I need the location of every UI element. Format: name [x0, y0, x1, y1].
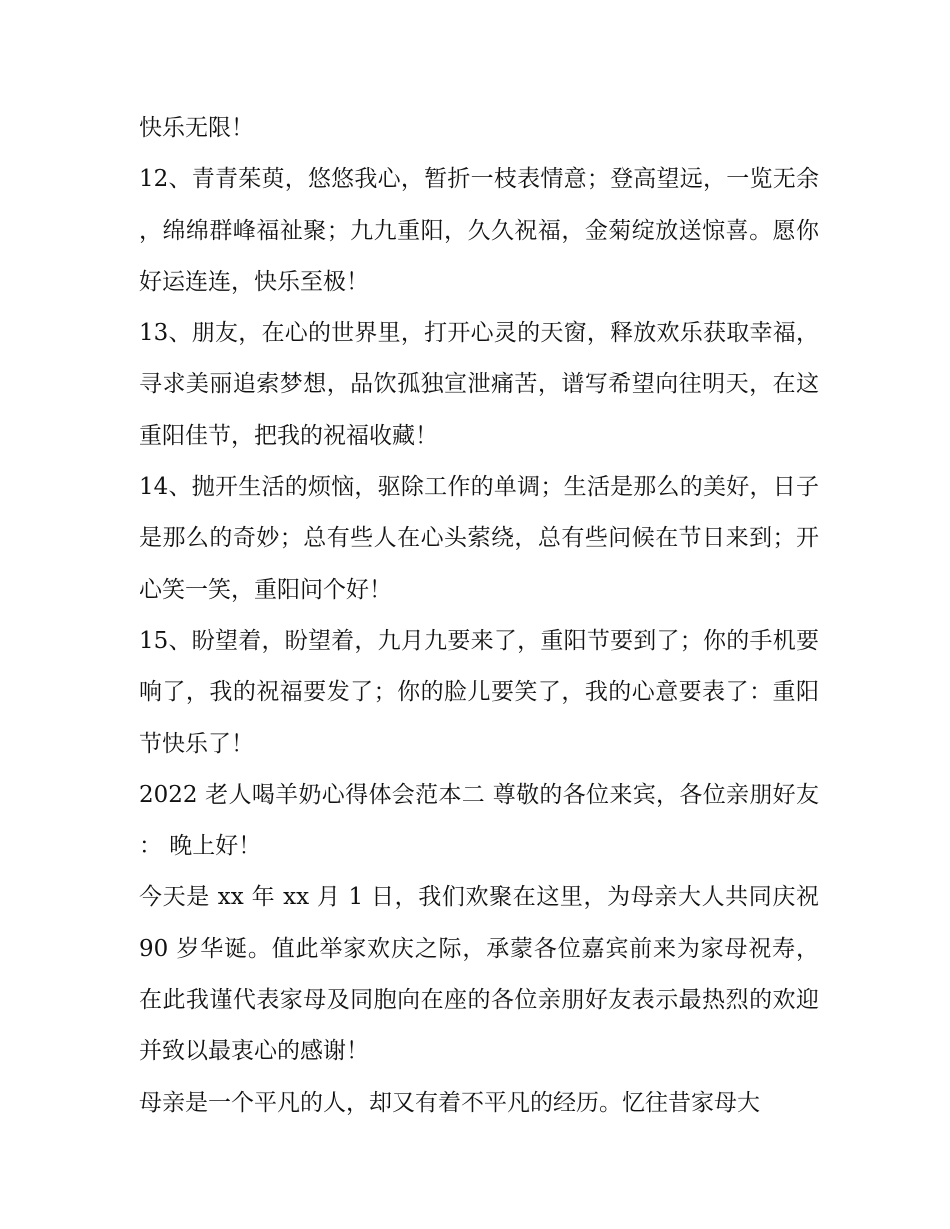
document-page	[139, 103, 819, 1129]
speech-paragraph-1: 今天是 xx 年 xx 月 1 日，我们欢聚在这里，为母亲大人共同庆祝 90 岁华诞。值此举家欢庆之际，承蒙各位嘉宾前来为家母祝寿，在此我谨代表家母及同胞向在座的各位亲朋好友表示最热烈的欢迎并致以最衷心的感谢！	[139, 884, 819, 1065]
speech-paragraph-2: 母亲是一个平凡的人，却又有着不平凡的经历。忆往昔家母大	[139, 1089, 760, 1116]
paragraph-item-13: 13、朋友，在心的世界里，打开心灵的天窗，释放欢乐获取幸福，寻求美丽追索梦想，品饮孤独宣泄痛苦，谱写希望向往明天，在这重阳佳节，把我的祝福收藏！	[139, 320, 819, 449]
paragraph-item-15: 15、盼望着，盼望着，九月九要来了，重阳节要到了；你的手机要响了，我的祝福要发了；你的脸儿要笑了，我的心意要表了：重阳节快乐了！	[139, 627, 819, 757]
paragraph-continuation: 快乐无限！	[139, 115, 254, 141]
paragraph-item-12: 12、青青茱萸，悠悠我心，暂折一枝表情意；登高望远，一览无余，绵绵群峰福祉聚；九九重阳，久久祝福，金菊绽放送惊喜。愿你好运连连，快乐至极！	[139, 166, 819, 295]
paragraph-item-14: 14、抛开生活的烦恼，驱除工作的单调；生活是那么的美好，日子是那么的奇妙；总有些人在心头萦绕，总有些问候在节日来到；开心笑一笑，重阳问个好！	[139, 474, 819, 603]
section-heading-paragraph: 2022 老人喝羊奶心得体会范本二 尊敬的各位来宾，各位亲朋好友： 晚上好！	[139, 781, 819, 860]
